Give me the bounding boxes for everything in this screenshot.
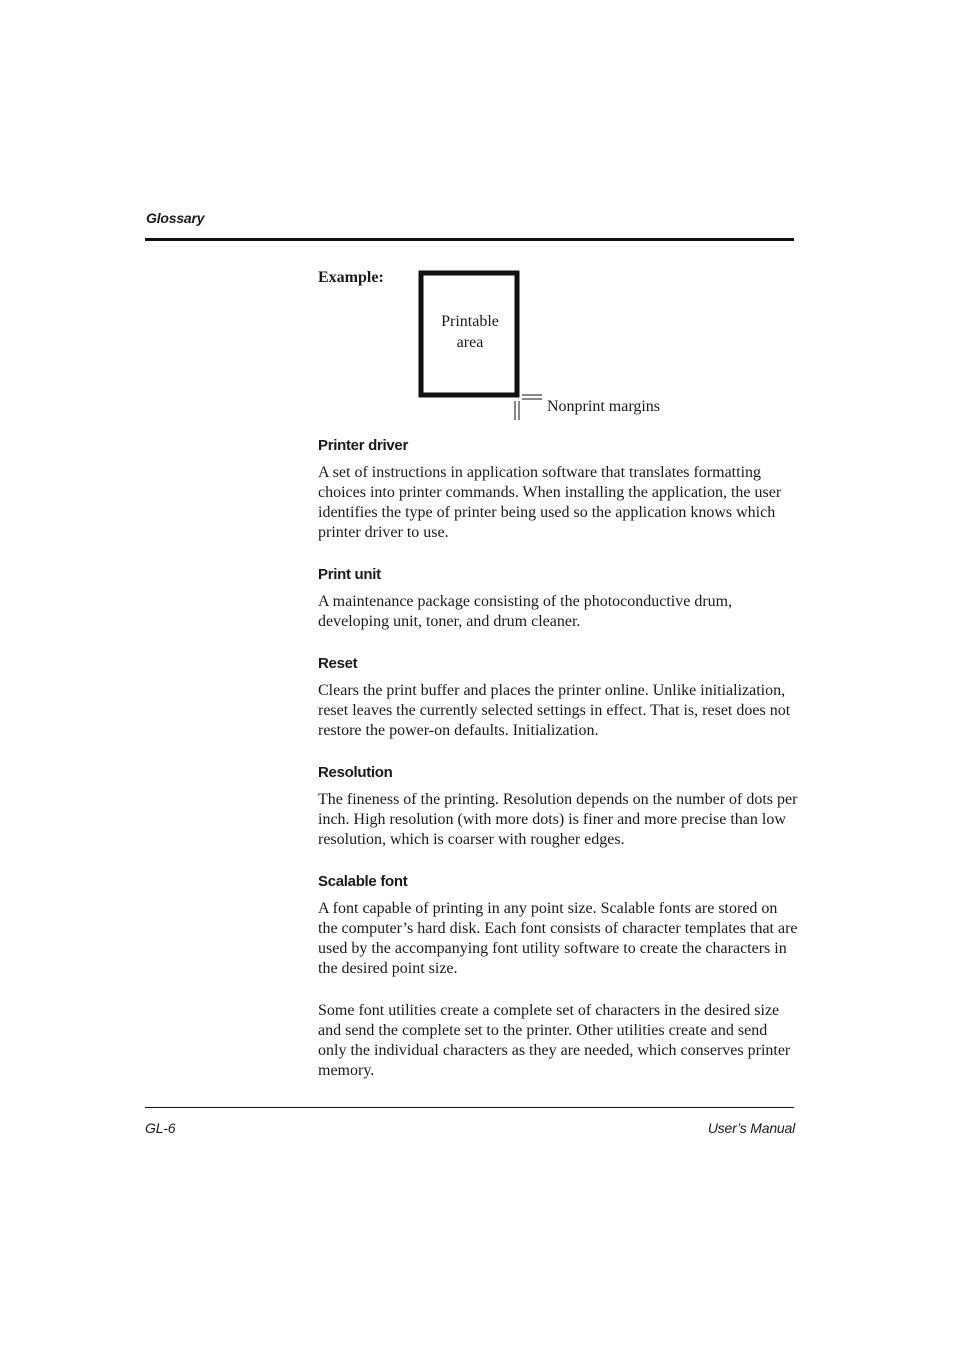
example-label: Example: <box>318 269 384 286</box>
term-definition: A set of instructions in application software that translates formatting choices into printer commands. When installing the application, the user identifies the type of printer being used so the application knows which printer driver to use. <box>318 464 782 541</box>
entry-print-unit <box>318 565 798 632</box>
glossary-content <box>318 436 798 1103</box>
page-number: GL-6 <box>145 1120 176 1136</box>
term-heading: Print unit <box>318 566 381 583</box>
term-definition: Clears the print buffer and places the printer online. Unlike initialization, reset leaves the currently selected settings in effect. That is, reset does not restore the power-on defaults. Initialization. <box>318 682 791 739</box>
footer-rule <box>145 1107 794 1108</box>
entry-scalable-font <box>318 872 798 1081</box>
nonprint-margins-label: Nonprint margins <box>547 398 661 415</box>
term-definition: A maintenance package consisting of the photoconductive drum, developing unit, toner, and drum cleaner. <box>318 593 733 630</box>
printable-area-line2: area <box>456 334 484 351</box>
printable-area-label <box>422 311 518 353</box>
manual-title: User’s Manual <box>707 1120 795 1136</box>
term-heading: Scalable font <box>318 873 408 890</box>
term-heading: Reset <box>318 655 358 672</box>
printable-area-line1: Printable <box>441 313 499 330</box>
header-rule <box>145 238 794 241</box>
entry-printer-driver <box>318 436 798 543</box>
term-heading: Printer driver <box>318 437 409 454</box>
entry-resolution <box>318 763 798 850</box>
page-header-label: Glossary <box>146 210 205 226</box>
term-definition-continued: Some font utilities create a complete set of characters in the desired size and send the complete set to the printer. Other utilities create and send only the individual characters as they are needed, which conserves printer memory. <box>318 1002 791 1079</box>
term-definition: The fineness of the printing. Resolution depends on the number of dots per inch. High resolution (with more dots) is finer and more precise than low resolution, which is coarser with rougher edges. <box>318 791 798 848</box>
term-heading: Resolution <box>318 764 393 781</box>
entry-reset <box>318 654 798 741</box>
term-definition: A font capable of printing in any point size. Scalable fonts are stored on the computer’s hard disk. Each font consists of character templates that are used by the accompanying font utility software to create the characters in the desired point size. <box>318 900 798 977</box>
printable-area-diagram <box>410 262 710 432</box>
